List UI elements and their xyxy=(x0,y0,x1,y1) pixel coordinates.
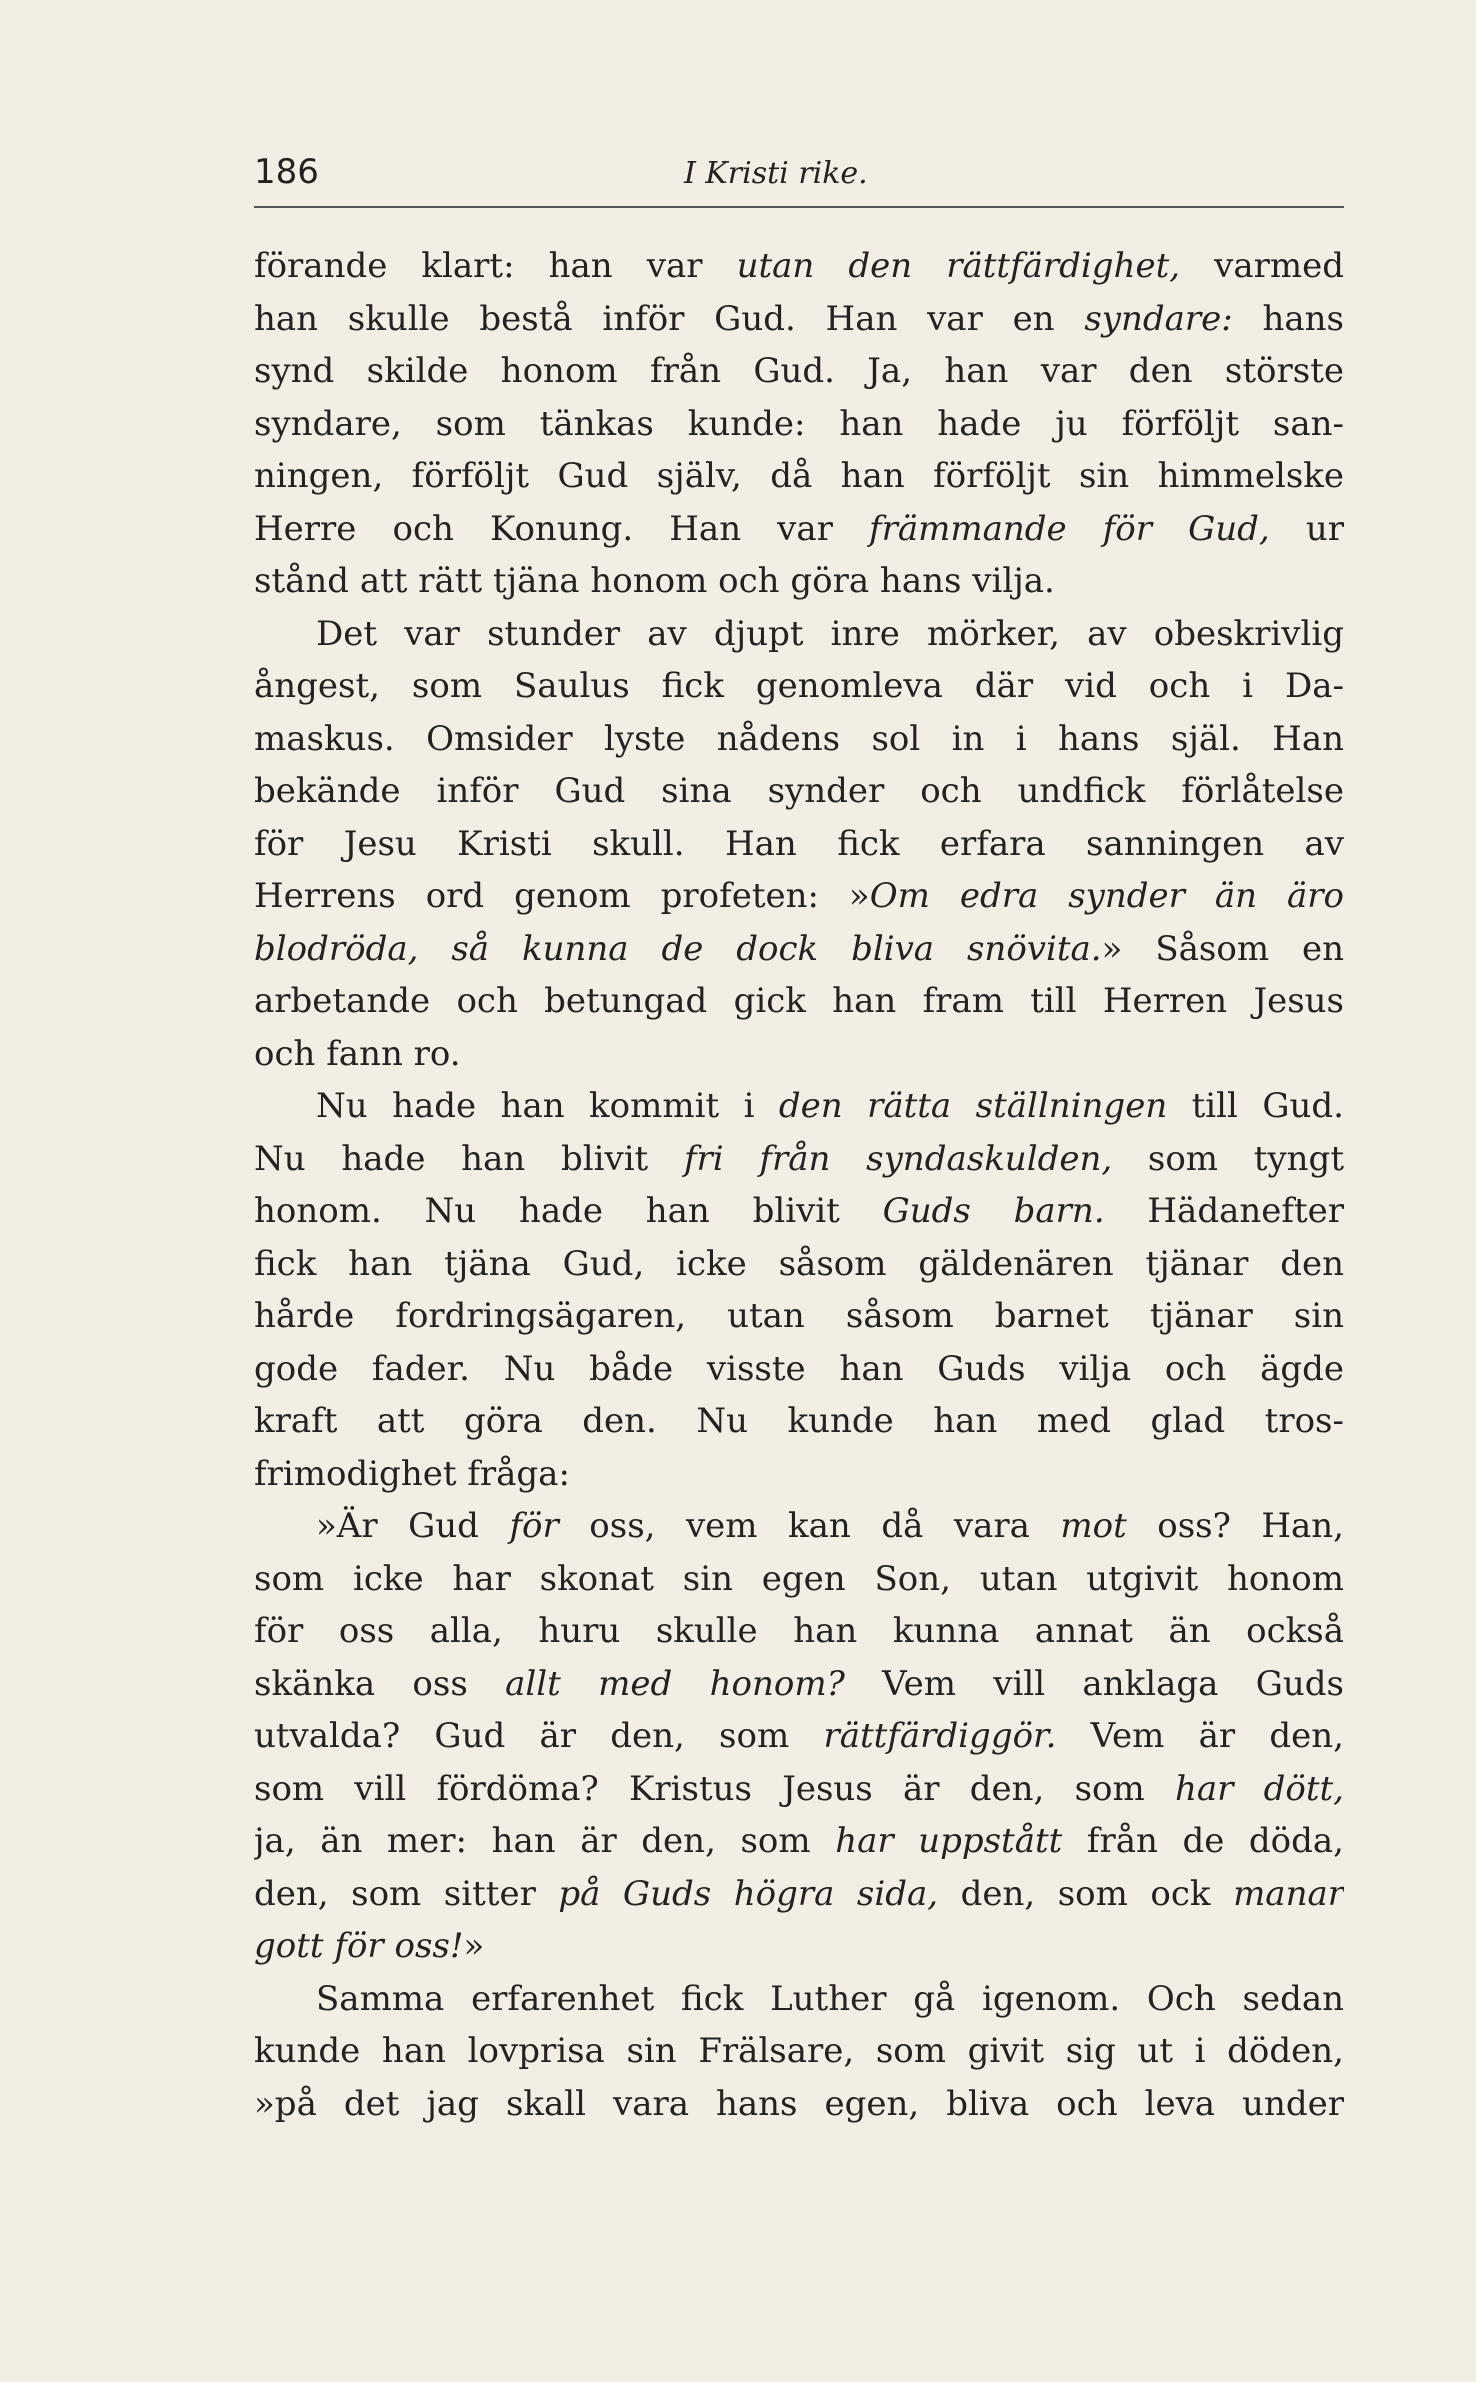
text-line xyxy=(254,1080,1344,1133)
text-segment: den, som ock xyxy=(938,1873,1234,1914)
text-segment: som icke har skonat sin egen Son, utan utgivit honom xyxy=(254,1558,1344,1599)
text-line xyxy=(254,1395,1344,1448)
text-line xyxy=(254,975,1344,1028)
text-segment: hårde fordringsägaren, utan såsom barnet tjänar sin xyxy=(254,1296,1344,1336)
text-line xyxy=(254,1868,1344,1921)
text-segment: kraft att göra den. Nu kunde han med glad tros- xyxy=(254,1401,1344,1441)
text-line xyxy=(254,1238,1344,1291)
text-line xyxy=(254,293,1344,346)
text-segment: ja, än mer: han är den, som xyxy=(254,1821,836,1861)
text-segment: syndare: xyxy=(1084,298,1233,339)
text-segment: honom. Nu hade han blivit xyxy=(254,1191,883,1231)
text-line xyxy=(254,765,1344,818)
text-segment: har dött, xyxy=(1174,1768,1344,1809)
text-segment: oss, vem kan då vara xyxy=(558,1506,1061,1546)
text-segment: Nu hade han blivit xyxy=(254,1138,684,1179)
text-segment: Herre och Konung. Han var xyxy=(254,508,869,549)
text-line xyxy=(254,713,1344,766)
header-rule xyxy=(254,206,1344,208)
text-segment: och fann ro. xyxy=(254,1033,461,1074)
text-line xyxy=(254,1920,1344,1973)
text-segment: Vem vill anklaga Guds xyxy=(844,1663,1344,1704)
text-segment: Herrens ord genom profeten: » xyxy=(254,876,870,916)
text-segment: rättfärdiggör. xyxy=(823,1716,1057,1756)
text-segment: » xyxy=(463,1926,485,1966)
text-line xyxy=(254,345,1344,398)
text-segment: Nu hade han kommit i xyxy=(316,1086,779,1126)
text-segment: arbetande och betungad gick han fram till Herren Jesus xyxy=(254,981,1344,1021)
text-segment: kunde han lovprisa sin Frälsare, som givit sig ut i döden, xyxy=(254,2031,1344,2071)
text-line xyxy=(254,1605,1344,1658)
text-line xyxy=(254,1343,1344,1396)
text-segment: » Såsom en xyxy=(1101,928,1344,969)
text-segment: varmed xyxy=(1180,246,1344,286)
text-line xyxy=(254,608,1344,661)
text-segment: han skulle bestå inför Gud. Han var en xyxy=(254,298,1085,339)
text-line xyxy=(254,1710,1344,1763)
text-line xyxy=(254,503,1344,556)
text-line xyxy=(254,660,1344,713)
text-segment: Vem är den, xyxy=(1056,1716,1344,1756)
text-segment: maskus. Omsider lyste nådens sol in i hans själ. Han xyxy=(254,718,1344,759)
text-segment: mot xyxy=(1060,1506,1127,1546)
text-segment: den, som sitter xyxy=(254,1873,559,1914)
text-segment: Samma erfarenhet fick Luther gå igenom. Och sedan xyxy=(316,1978,1344,2019)
text-segment: förande klart: han var xyxy=(254,246,737,286)
page-header xyxy=(254,152,1344,202)
running-title: I Kristi rike. xyxy=(684,156,868,191)
text-line xyxy=(254,1553,1344,1606)
text-line xyxy=(254,1133,1344,1186)
text-segment: från de döda, xyxy=(1062,1821,1344,1861)
text-line xyxy=(254,818,1344,871)
text-segment: på Guds högra sida, xyxy=(558,1873,939,1914)
text-line xyxy=(254,2025,1344,2078)
text-segment: allt med honom? xyxy=(505,1663,845,1704)
text-segment: utvalda? Gud är den, som xyxy=(254,1716,824,1756)
text-line xyxy=(254,1448,1344,1501)
text-segment: främmande för Gud, xyxy=(869,508,1270,549)
text-line xyxy=(254,923,1344,976)
text-segment: skänka oss xyxy=(254,1663,506,1704)
text-line xyxy=(254,1500,1344,1553)
text-segment: blodröda, så kunna de dock bliva snövita. xyxy=(254,928,1102,969)
text-segment: oss? Han, xyxy=(1126,1506,1344,1546)
text-segment: Guds barn. xyxy=(882,1191,1105,1231)
text-segment: fri från syndaskulden, xyxy=(683,1138,1113,1179)
text-line xyxy=(254,1973,1344,2026)
text-segment: »på det jag skall vara hans egen, bliva och leva under xyxy=(254,2083,1344,2124)
text-segment: för xyxy=(509,1506,559,1546)
text-line xyxy=(254,1763,1344,1816)
text-segment: manar xyxy=(1233,1873,1344,1914)
text-line xyxy=(254,1658,1344,1711)
text-line xyxy=(254,240,1344,293)
text-segment: stånd att rätt tjäna honom och göra hans vilja. xyxy=(254,561,1055,601)
text-segment: ningen, förföljt Gud själv, då han förföljt sin himmelske xyxy=(254,456,1344,496)
text-segment: synd skilde honom från Gud. Ja, han var den störste xyxy=(254,351,1344,391)
text-segment: som tyngt xyxy=(1112,1138,1344,1179)
text-segment: Hädanefter xyxy=(1104,1191,1344,1231)
text-segment: gott för oss! xyxy=(254,1926,464,1966)
text-segment: hans xyxy=(1232,298,1344,339)
text-segment: den rätta ställningen xyxy=(778,1086,1168,1126)
text-segment: frimodighet fråga: xyxy=(254,1453,570,1494)
text-line xyxy=(254,1815,1344,1868)
text-line xyxy=(254,398,1344,451)
text-segment: bekände inför Gud sina synder och undfick förlåtelse xyxy=(254,771,1344,811)
text-line xyxy=(254,1028,1344,1081)
text-segment: »Är Gud xyxy=(316,1506,510,1546)
text-segment: Om edra synder än äro xyxy=(869,876,1344,916)
text-segment: syndare, som tänkas kunde: han hade ju förföljt san- xyxy=(254,403,1344,444)
text-segment: har uppstått xyxy=(835,1821,1063,1861)
text-line xyxy=(254,450,1344,503)
text-segment: utan den rättfärdighet, xyxy=(736,246,1181,286)
text-line xyxy=(254,2078,1344,2131)
page-number: 186 xyxy=(254,152,319,192)
text-segment: fick han tjäna Gud, icke såsom gäldenären tjänar den xyxy=(254,1243,1344,1284)
text-segment: Det var stunder av djupt inre mörker, av obeskrivlig xyxy=(316,613,1344,654)
text-segment: för oss alla, huru skulle han kunna annat än också xyxy=(254,1611,1344,1651)
text-line xyxy=(254,555,1344,608)
text-line xyxy=(254,1290,1344,1343)
body-text xyxy=(254,240,1344,2130)
text-segment: till Gud. xyxy=(1167,1086,1344,1126)
text-segment: för Jesu Kristi skull. Han fick erfara sanningen av xyxy=(254,823,1344,864)
text-segment: ur xyxy=(1269,508,1344,549)
text-segment: ångest, som Saulus fick genomleva där vid och i Da- xyxy=(254,666,1344,706)
text-segment: som vill fördöma? Kristus Jesus är den, som xyxy=(254,1768,1175,1809)
text-segment: gode fader. Nu både visste han Guds vilja och ägde xyxy=(254,1348,1344,1389)
text-line xyxy=(254,870,1344,923)
text-line xyxy=(254,1185,1344,1238)
